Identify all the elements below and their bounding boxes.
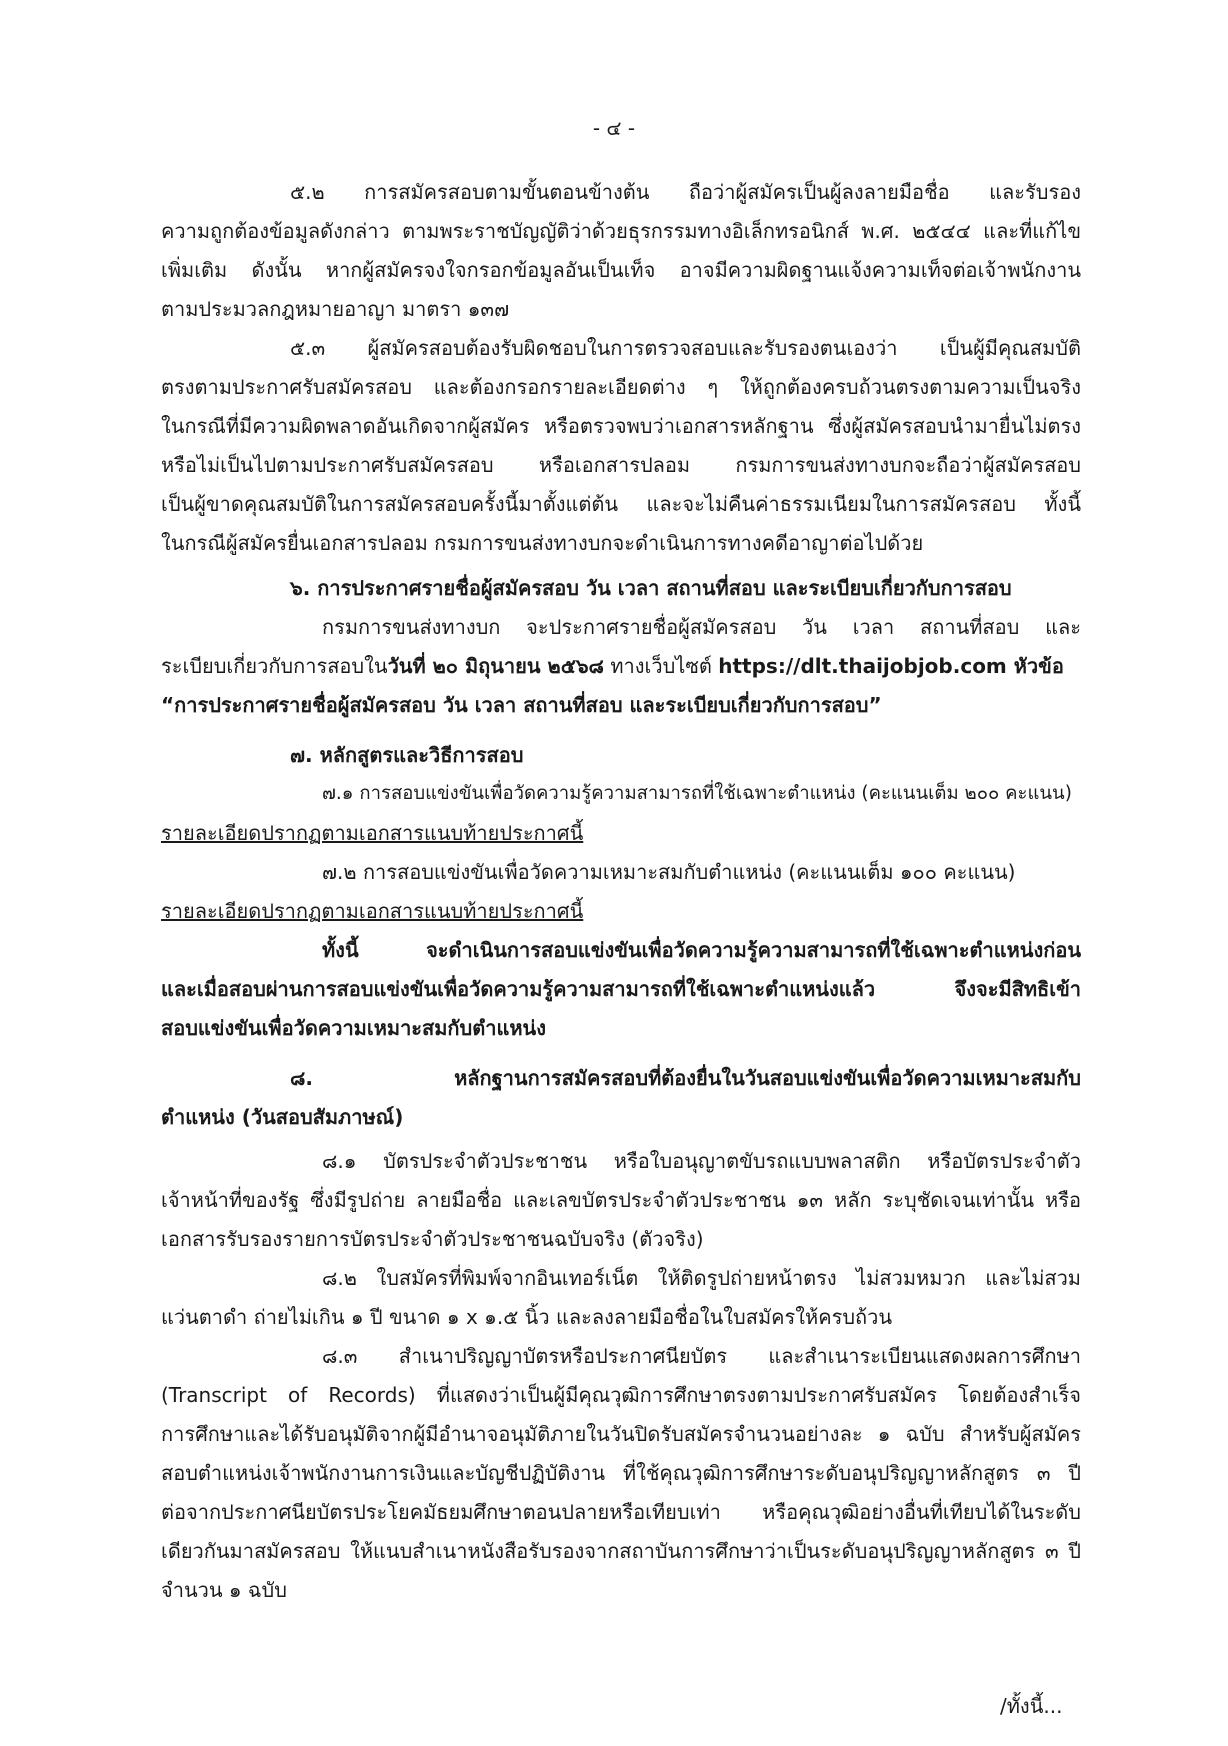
s8-3-line-1: ๘.๓ สำเนาปริญญาบัตรหรือประกาศนียบัตร และสำเนาระเบียนแสดงผลการศึกษา <box>322 1344 1081 1368</box>
s7-item-2: ๗.๒ การสอบแข่งขันเพื่อวัดความเหมาะสมกับตำแหน่ง (คะแนนเต็ม ๑๐๐ คะแนน) <box>322 860 1016 884</box>
s8-heading-2: ตำแหน่ง (วันสอบสัมภาษณ์) <box>161 1105 404 1129</box>
s5-3-line-4: หรือไม่เป็นไปตามประกาศรับสมัครสอบ หรือเอกสารปลอม กรมการขนส่งทางบกจะถือว่าผู้สมัครสอบ <box>161 453 1081 477</box>
s8-1-line-3: เอกสารรับรองรายการบัตรประจำตัวประชาชนฉบับจริง (ตัวจริง) <box>161 1227 704 1251</box>
s6-line-3: “การประกาศรายชื่อผู้สมัครสอบ วัน เวลา สถานที่สอบ และระเบียบเกี่ยวกับการสอบ” <box>161 693 882 717</box>
s6-line-2-text: ระเบียบเกี่ยวกับการสอบใน <box>161 654 388 678</box>
s8-heading-1: ๘. หลักฐานการสมัครสอบที่ต้องยื่นในวันสอบแข่งขันเพื่อวัดความเหมาะสมกับ <box>290 1066 1081 1090</box>
s8-3-line-2: (Transcript of Records) ที่แสดงว่าเป็นผู้มีคุณวุฒิการศึกษาตรงตามประกาศรับสมัคร โดยต้องสำเร็จ <box>161 1383 1081 1407</box>
s5-3-line-1: ๕.๓ ผู้สมัครสอบต้องรับผิดชอบในการตรวจสอบและรับรองตนเองว่า เป็นผู้มีคุณสมบัติ <box>290 336 1081 360</box>
s6-line-1: กรมการขนส่งทางบก จะประกาศรายชื่อผู้สมัครสอบ วัน เวลา สถานที่สอบ และ <box>322 615 1081 639</box>
s5-3-line-6: ในกรณีผู้สมัครยื่นเอกสารปลอม กรมการขนส่งทางบกจะดำเนินการทางคดีอาญาต่อไปด้วย <box>161 531 924 555</box>
s6-line-2-web: ทางเว็บไซต์ <box>603 654 719 678</box>
s7-heading: ๗. หลักสูตรและวิธีการสอบ <box>290 743 524 767</box>
s7-detail-1: รายละเอียดปรากฏตามเอกสารแนบท้ายประกาศนี้ <box>161 821 584 845</box>
s5-2-line-2: ความถูกต้องข้อมูลดังกล่าว ตามพระราชบัญญัติว่าด้วยธุรกรรมทางอิเล็กทรอนิกส์ พ.ศ. ๒๕๔๔ และที่แก้ไข <box>161 219 1081 243</box>
s5-3-line-3: ในกรณีที่มีความผิดพลาดอันเกิดจากผู้สมัคร หรือตรวจพบว่าเอกสารหลักฐาน ซึ่งผู้สมัครสอบนำมายื่นไม่ตรง <box>161 414 1081 438</box>
s6-heading: ๖. การประกาศรายชื่อผู้สมัครสอบ วัน เวลา สถานที่สอบ และระเบียบเกี่ยวกับการสอบ <box>290 576 1012 600</box>
s5-2-line-1: ๕.๒ การสมัครสอบตามขั้นตอนข้างต้น ถือว่าผู้สมัครเป็นผู้ลงลายมือชื่อ และรับรอง <box>290 180 1081 204</box>
s5-2-line-4: ตามประมวลกฎหมายอาญา มาตรา ๑๓๗ <box>161 297 510 321</box>
s6-website-url: https://dlt.thaijobjob.com หัวข้อ <box>718 654 1064 678</box>
s7-note-line-2: และเมื่อสอบผ่านการสอบแข่งขันเพื่อวัดความรู้ความสามารถที่ใช้เฉพาะตำแหน่งแล้ว จึงจะมีสิทธิเข้า <box>161 977 1081 1001</box>
s8-2-line-2: แว่นตาดำ ถ่ายไม่เกิน ๑ ปี ขนาด ๑ x ๑.๕ นิ้ว และลงลายมือชื่อในใบสมัครให้ครบถ้วน <box>161 1305 893 1329</box>
s8-3-line-4: สอบตำแหน่งเจ้าพนักงานการเงินและบัญชีปฏิบัติงาน ที่ใช้คุณวุฒิการศึกษาระดับอนุปริญญาหลักสูตร ๓ ปี <box>161 1461 1081 1485</box>
s6-announce-date: วันที่ ๒๐ มิถุนายน ๒๕๖๘ <box>387 654 604 678</box>
s8-3-line-5: ต่อจากประกาศนียบัตรประโยคมัธยมศึกษาตอนปลายหรือเทียบเท่า หรือคุณวุฒิอย่างอื่นที่เทียบได้ในระดับ <box>161 1500 1081 1524</box>
s8-2-line-1: ๘.๒ ใบสมัครที่พิมพ์จากอินเทอร์เน็ต ให้ติดรูปถ่ายหน้าตรง ไม่สวมหมวก และไม่สวม <box>322 1266 1081 1290</box>
continuation-marker: /ทั้งนี้... <box>1000 1694 1063 1718</box>
s5-2-line-3: เพิ่มเติม ดังนั้น หากผู้สมัครจงใจกรอกข้อมูลอันเป็นเท็จ อาจมีความผิดฐานแจ้งความเท็จต่อเจ้าพนักงาน <box>161 258 1081 282</box>
s7-detail-2: รายละเอียดปรากฏตามเอกสารแนบท้ายประกาศนี้ <box>161 899 584 923</box>
s8-3-line-6: เดียวกันมาสมัครสอบ ให้แนบสำเนาหนังสือรับรองจากสถาบันการศึกษาว่าเป็นระดับอนุปริญญาหลักสูตร ๓ ปี <box>161 1539 1081 1563</box>
s5-3-line-5: เป็นผู้ขาดคุณสมบัติในการสมัครสอบครั้งนี้มาตั้งแต่ต้น และจะไม่คืนค่าธรรมเนียมในการสมัครสอบ ทั้งนี้ <box>161 492 1081 516</box>
s7-note-line-1: ทั้งนี้ จะดำเนินการสอบแข่งขันเพื่อวัดความรู้ความสามารถที่ใช้เฉพาะตำแหน่งก่อน <box>322 938 1081 962</box>
s8-3-line-3: การศึกษาและได้รับอนุมัติจากผู้มีอำนาจอนุมัติภายในวันปิดรับสมัครจำนวนอย่างละ ๑ ฉบับ สำหรับผู้สมัคร <box>161 1422 1081 1446</box>
s8-1-line-2: เจ้าหน้าที่ของรัฐ ซึ่งมีรูปถ่าย ลายมือชื่อ และเลขบัตรประจำตัวประชาชน ๑๓ หลัก ระบุชัดเจนเท่านั้น หรือ <box>161 1188 1081 1212</box>
s7-item-1: ๗.๑ การสอบแข่งขันเพื่อวัดความรู้ความสามารถที่ใช้เฉพาะตำแหน่ง (คะแนนเต็ม ๒๐๐ คะแนน) <box>322 783 1072 804</box>
s8-1-line-1: ๘.๑ บัตรประจำตัวประชาชน หรือใบอนุญาตขับรถแบบพลาสติก หรือบัตรประจำตัว <box>322 1149 1081 1173</box>
s7-note-line-3: สอบแข่งขันเพื่อวัดความเหมาะสมกับตำแหน่ง <box>161 1016 546 1040</box>
s6-line-2 <box>161 652 1064 680</box>
s5-3-line-2: ตรงตามประกาศรับสมัครสอบ และต้องกรอกรายละเอียดต่าง ๆ ให้ถูกต้องครบถ้วนตรงตามความเป็นจริง <box>161 375 1081 399</box>
page-number: - ๔ - <box>592 116 636 140</box>
s8-3-line-7: จำนวน ๑ ฉบับ <box>161 1578 287 1602</box>
